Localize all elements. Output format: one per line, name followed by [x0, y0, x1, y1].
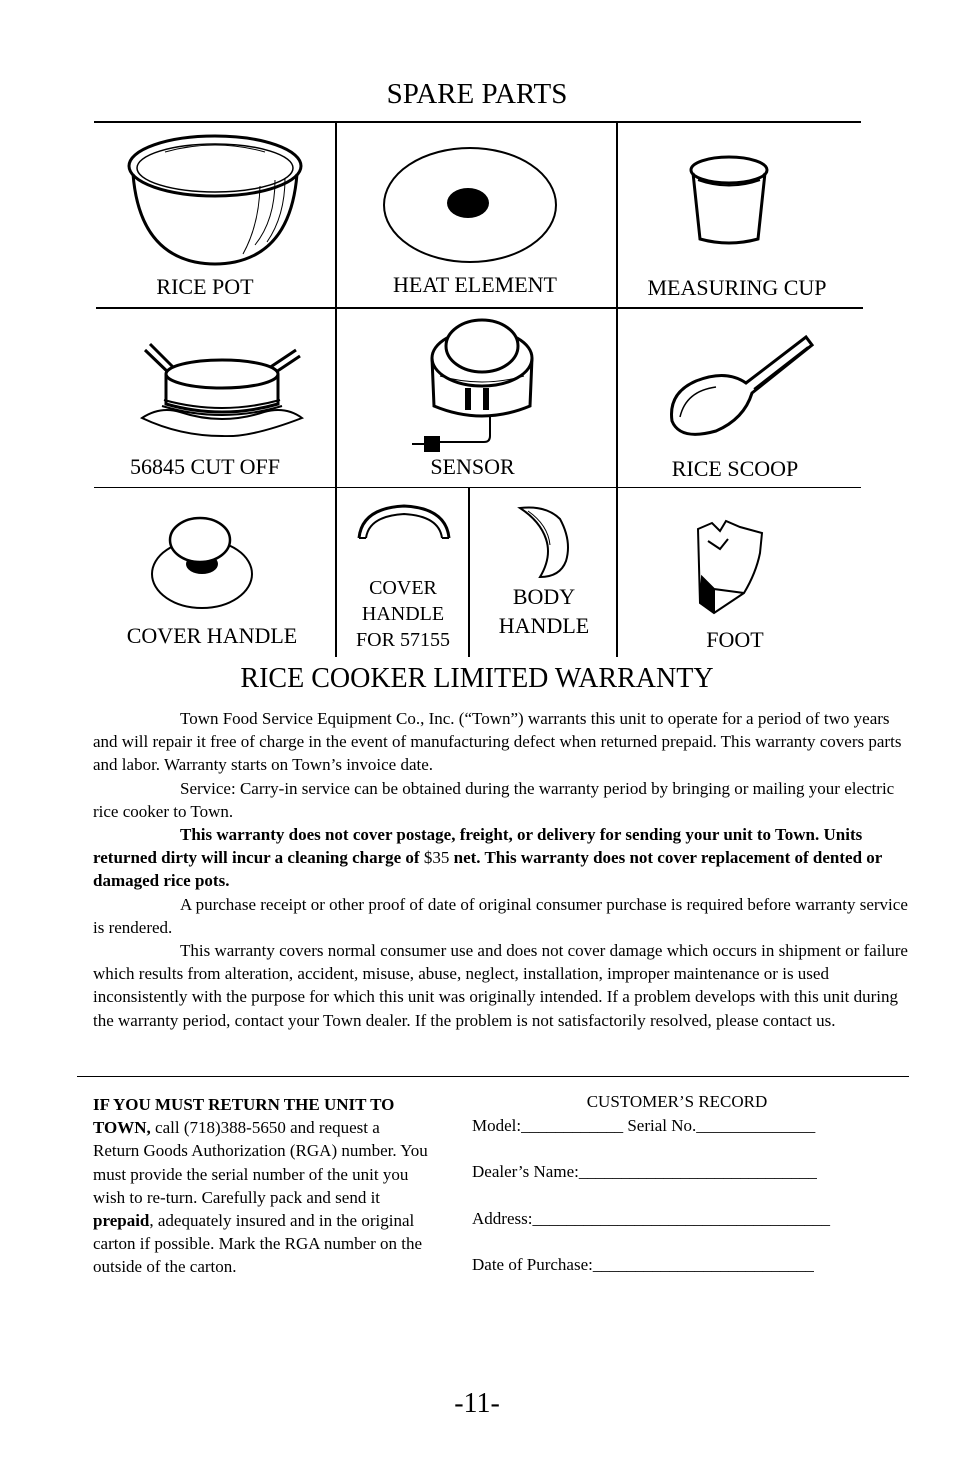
table-col-divider-2 — [616, 122, 618, 657]
sensor-label: SENSOR — [430, 454, 515, 479]
warranty-paragraph-2: Service: Carry-in service can be obtained during the warranty period by bringing or mailing your electric rice cooker to Town. — [93, 778, 895, 821]
warranty-exclusion-a: This warranty does not cover postage, freight, or delivery for sending your unit to Town. Units returned dirty will incur a cleaning charge of — [93, 825, 863, 868]
heat-element-icon — [382, 146, 558, 264]
body-handle-line-1: BODY — [512, 584, 576, 609]
warranty-paragraph-1: Town Food Service Equipment Co., Inc. (“Town”) warrants this unit to operate for a period of two years and will repair it free of charge in the event of manufacturing defect when returned prepaid. This warranty covers parts and labor. Warranty starts on Town’s invoice date. — [93, 709, 902, 775]
foot-icon — [694, 519, 766, 615]
warranty-paragraph-5: This warranty covers normal consumer use and does not cover damage which occurs in shipment or failure which results from alteration, accident, misuse, abuse, neglect, installation, improper maintenance or is used inconsistently with the purpose for which this unit was originally intended. If a problem develops with this unit during the warranty period, contact your Town dealer. If the problem is not satisfactorily resolved, please contact us. — [93, 941, 908, 1030]
address-field[interactable]: Address:___________________________________ — [472, 1209, 830, 1228]
rice-scoop-icon — [666, 333, 814, 437]
sensor-icon — [410, 316, 535, 456]
measuring-cup-label: MEASURING CUP — [647, 275, 827, 300]
warranty-exclusion-b: net. This warranty does not cover replacement of dented or damaged rice pots. — [93, 848, 883, 891]
cover-handle-label: COVER HANDLE — [126, 623, 298, 648]
table-row-divider-2 — [94, 487, 861, 488]
cover-handle-57155-line-2: HANDLE — [361, 603, 445, 625]
return-intro: IF YOU MUST RETURN THE UNIT TO TOWN, — [93, 1095, 395, 1138]
foot-label: FOOT — [706, 627, 764, 652]
section-divider — [77, 1076, 909, 1077]
model-serial-field[interactable]: Model:____________ Serial No.______________ — [472, 1116, 816, 1135]
cover-handle-icon — [150, 516, 256, 610]
dealer-name-field[interactable]: Dealer’s Name:____________________________ — [472, 1162, 817, 1181]
cover-handle-57155-line-1: COVER — [369, 577, 437, 599]
table-col-divider-1 — [335, 122, 337, 657]
rice-scoop-label: RICE SCOOP — [671, 456, 799, 481]
body-handle-icon — [516, 505, 572, 580]
warranty-paragraph-3 — [93, 823, 908, 893]
cleaning-charge-amount: $35 — [423, 848, 450, 868]
cover-handle-57155-icon — [356, 502, 452, 542]
cover-handle-57155-line-3: FOR 57155 — [356, 629, 450, 651]
body-handle-line-2: HANDLE — [498, 613, 590, 638]
warranty-text — [93, 707, 908, 1032]
table-row-divider-1 — [96, 307, 863, 309]
cover-handle-57155-label — [340, 575, 466, 653]
return-text-b: , adequately insured and in the original carton if possible. Mark the RGA number on the outside of the carton. — [93, 1211, 423, 1277]
rice-pot-label: RICE POT — [156, 274, 254, 299]
cut-off-label: 56845 CUT OFF — [130, 454, 280, 479]
customer-record-title: CUSTOMER’S RECORD — [586, 1092, 768, 1111]
spare-parts-title: SPARE PARTS — [386, 78, 568, 110]
rice-pot-icon — [125, 130, 305, 268]
table-col-divider-3 — [468, 488, 470, 657]
measuring-cup-icon — [688, 153, 770, 245]
heat-element-label: HEAT ELEMENT — [393, 272, 557, 297]
warranty-title: RICE COOKER LIMITED WARRANTY — [240, 663, 714, 694]
return-text-a: call (718)388-5650 and request a Return Goods Authorization (RGA) number. You must provide the serial number of the unit you wish to re-turn. Carefully pack and send it — [93, 1118, 428, 1207]
warranty-paragraph-4: A purchase receipt or other proof of date of original consumer purchase is required before warranty service is rendered. — [93, 894, 908, 937]
return-prepaid: prepaid — [93, 1211, 150, 1231]
return-instructions — [93, 1093, 428, 1279]
table-top-border — [94, 121, 861, 123]
body-handle-label — [478, 582, 610, 640]
cut-off-icon — [140, 342, 305, 437]
date-of-purchase-field[interactable]: Date of Purchase:__________________________ — [472, 1255, 814, 1274]
page-number: -11- — [454, 1388, 500, 1419]
